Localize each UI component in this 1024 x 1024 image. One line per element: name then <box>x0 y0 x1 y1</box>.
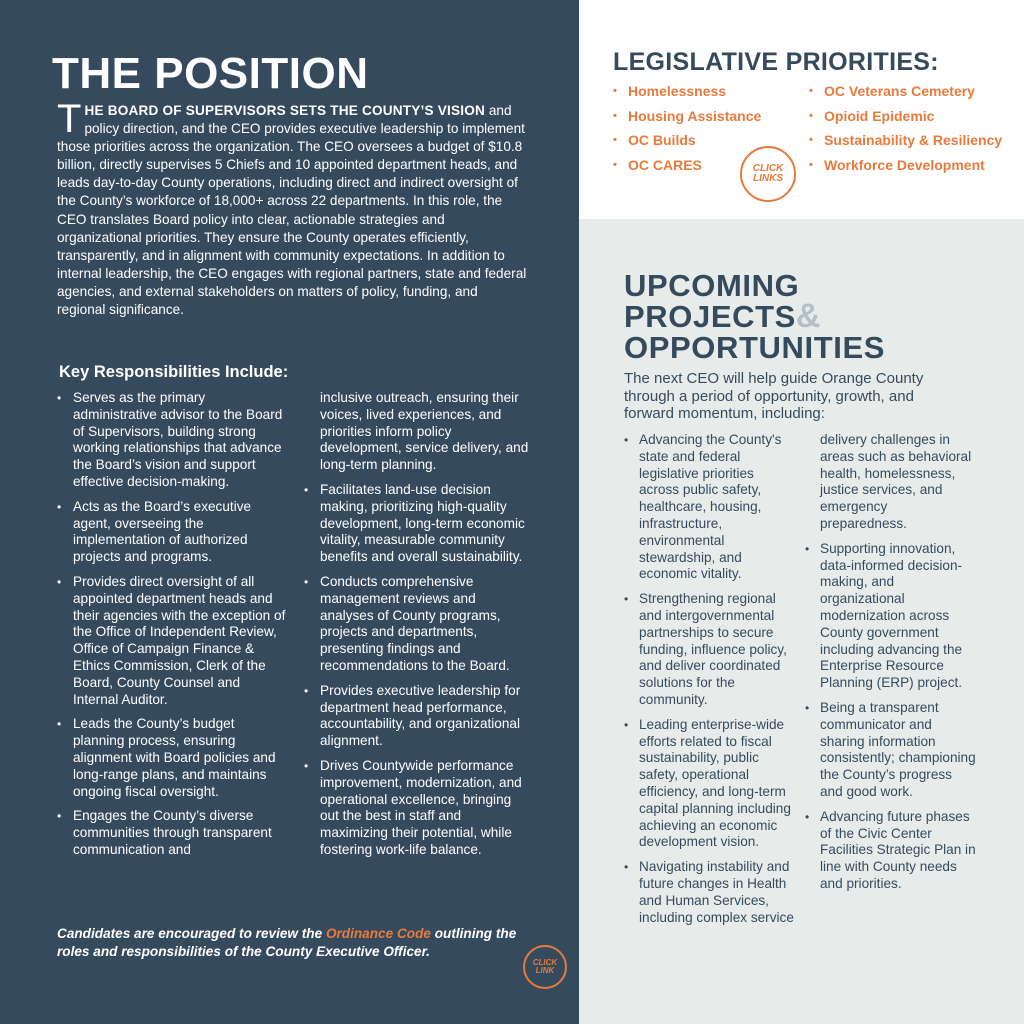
list-item: • Acts as the Board’s executive agent, overseeing the implementation of authorized projects and programs. <box>57 499 287 566</box>
legislative-link-opioid-epidemic[interactable]: • Opioid Epidemic <box>809 107 1002 132</box>
position-title: THE POSITION <box>52 49 369 98</box>
legislative-list-2 <box>809 82 1002 180</box>
legislative-link-workforce[interactable]: • Workforce Development <box>809 156 1002 181</box>
click-link-badge[interactable] <box>523 945 567 989</box>
legislative-link-homelessness[interactable]: • Homelessness <box>613 82 761 107</box>
badge-text: LINKS <box>753 173 783 184</box>
ordinance-code-link[interactable]: Ordinance Code <box>325 926 431 941</box>
legislative-title: LEGISLATIVE PRIORITIES: <box>613 48 939 76</box>
badge-text: CLICK <box>532 958 558 967</box>
list-item: • Engages the County’s diverse communities through transparent communication and <box>57 808 287 858</box>
list-item: • Serves as the primary administrative advisor to the Board of Supervisors, building strong working relationships that advance the Board’s vision and support effective decision-making. <box>57 390 287 491</box>
responsibilities-column-1 <box>57 390 287 867</box>
list-item: • Leads the County’s budget planning process, ensuring alignment with Board policies and long-range plans, and maintains ongoing fiscal oversight. <box>57 716 287 800</box>
upcoming-title-line: PROJECTS <box>624 299 796 334</box>
list-item: • Leading enterprise-wide efforts related to fiscal sustainability, public safety, operational efficiency, and long-term capital planning including achieving an economic development vision. <box>624 717 796 851</box>
badge-text: LINK <box>535 966 555 975</box>
intro-dropcap: T <box>57 97 82 141</box>
upcoming-title-line: OPPORTUNITIES <box>624 330 885 365</box>
list-item-continued: inclusive outreach, ensuring their voices, lived experiences, and priorities inform policy development, service delivery, and long-term planning. <box>320 390 529 473</box>
responsibilities-column-2 <box>304 390 532 867</box>
list-item: • Being a transparent communicator and sharing information consistently; championing the County’s progress and good work. <box>805 700 977 801</box>
list-item: • Drives Countywide performance improvement, modernization, and operational excellence, bringing out the best in staff and maximizing their potential, while fostering work-life balance. <box>304 758 532 859</box>
position-intro <box>57 97 527 319</box>
list-item-continued: delivery challenges in areas such as behavioral health, homelessness, justice services, and emergency preparedness. <box>820 432 972 531</box>
legislative-list-1 <box>613 82 761 180</box>
list-item: • Conducts comprehensive management reviews and analyses of County programs, projects and departments, presenting findings and recommendations to the Board. <box>304 574 532 675</box>
footnote-text: outlining the roles and responsibilities of the County Executive Officer. <box>57 926 517 959</box>
legislative-link-housing-assistance[interactable]: • Housing Assistance <box>613 107 761 132</box>
legislative-link-sustainability[interactable]: • Sustainability & Resiliency <box>809 131 1002 156</box>
intro-lead: HE BOARD OF SUPERVISORS SETS THE COUNTY’S VISION <box>84 103 486 118</box>
list-item: • Advancing future phases of the Civic Center Facilities Strategic Plan in line with County needs and priorities. <box>805 809 977 893</box>
opportunities-column-2 <box>805 432 977 901</box>
footnote-text: Candidates are encouraged to review the <box>57 926 326 941</box>
legislative-link-veterans-cemetery[interactable]: • OC Veterans Cemetery <box>809 82 1002 107</box>
list-item: • Supporting innovation, data-informed decision-making, and organizational modernization across County government including advancing the Enterprise Resource Planning (ERP) project. <box>805 541 977 692</box>
key-responsibilities-heading: Key Responsibilities Include: <box>59 363 289 381</box>
click-links-badge[interactable] <box>740 146 796 202</box>
list-item: • Provides executive leadership for department head performance, accountability, and organizational alignment. <box>304 683 532 750</box>
list-item: • Strengthening regional and intergovernmental partnerships to secure funding, influence policy, and deliver coordinated solutions for the community. <box>624 591 796 709</box>
opportunities-column-1 <box>624 432 796 934</box>
list-item: • Facilitates land-use decision making, prioritizing high-quality development, long-term economic vitality, measurable community benefits and overall sustainability. <box>304 482 532 566</box>
ampersand: & <box>795 297 822 335</box>
list-item: • Provides direct oversight of all appointed department heads and their agencies with the exception of the Office of Independent Review, Office of Campaign Finance & Ethics Commission, Clerk of the Board, County Counsel and Internal Auditor. <box>57 574 287 708</box>
upcoming-title-line: UPCOMING <box>624 268 800 303</box>
intro-body: and policy direction, and the CEO provides executive leadership to implement those priorities across the organization. The CEO oversees a budget of $10.8 billion, directly supervises 5 Chiefs and 10 appointed department heads, and leads day-to-day County operations, including direct and indirect oversight of the County’s workforce of 18,000+ across 22 departments. In this role, the CEO translates Board policy into clear, actionable strategies and organizational priorities. They ensure the County operates efficiently, transparently, and in alignment with community expectations. In addition to internal leadership, the CEO engages with regional partners, state and federal agencies, and external stakeholders on matters of policy, funding, and regional significance. <box>57 103 527 318</box>
badge-text: CLICK <box>752 163 784 174</box>
list-item: • Navigating instability and future changes in Health and Human Services, including complex service <box>624 859 796 926</box>
upcoming-title <box>624 270 885 363</box>
list-item: • Advancing the County's state and federal legislative priorities across public safety, healthcare, housing, infrastructure, environmental stewardship, and economic vitality. <box>624 432 796 583</box>
ordinance-note <box>57 925 532 961</box>
upcoming-intro: The next CEO will help guide Orange County through a period of opportunity, growth, and forward momentum, including: <box>624 370 924 422</box>
legislative-link-oc-builds[interactable]: • OC Builds <box>613 131 761 156</box>
legislative-link-oc-cares[interactable]: • OC CARES <box>613 156 761 181</box>
